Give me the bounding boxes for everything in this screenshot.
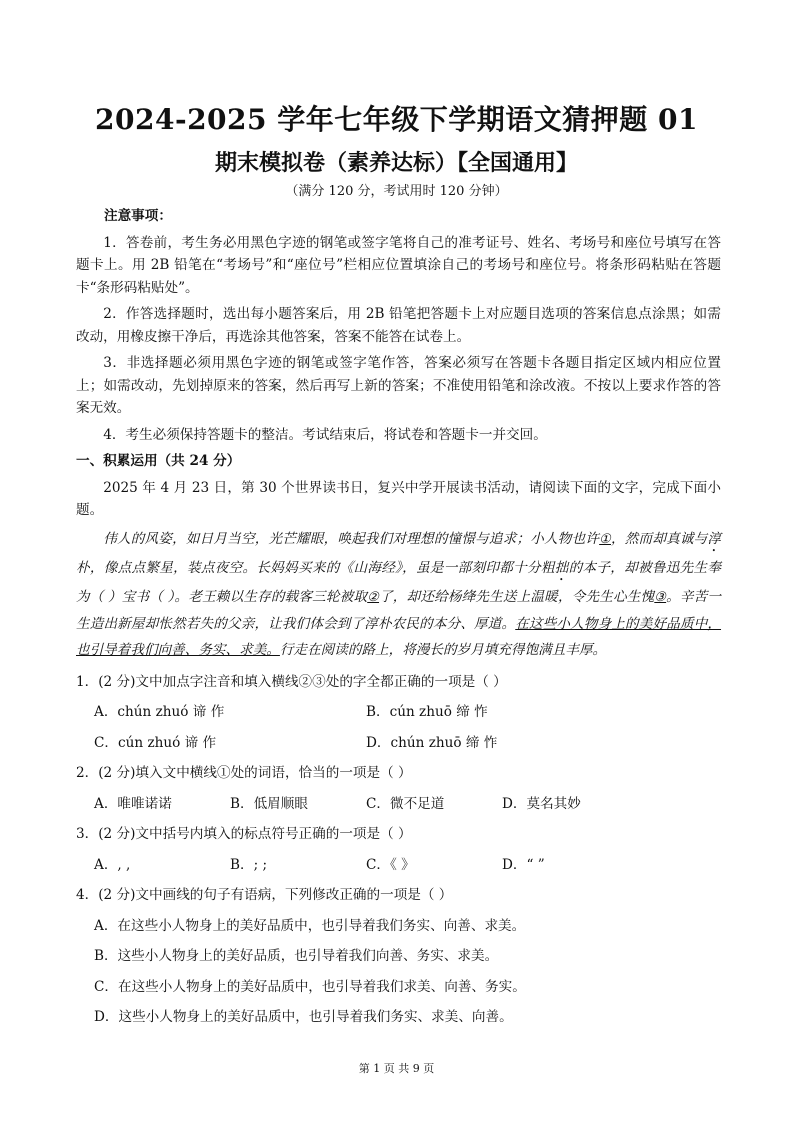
option-list <box>76 915 721 1037</box>
option[interactable]: B．; ; <box>230 856 268 873</box>
question-4 <box>76 884 721 1037</box>
option[interactable]: A．chún zhuó 谛 作 <box>94 704 225 720</box>
question-stem: 2．(2 分)填入文中横线①处的词语，恰当的一项是（ ） <box>76 765 412 781</box>
page-subtitle: 期末模拟卷（素养达标）【全国通用】 <box>214 150 578 176</box>
option[interactable]: D．莫名其妙 <box>502 795 581 812</box>
passage-text: 朴，像点点繁星，装点夜空。长妈妈买来的《山海经》，虽是一部刻印都十分粗 <box>76 559 555 576</box>
question-1 <box>76 671 721 763</box>
option[interactable]: C．《 》 <box>366 856 415 873</box>
exam-body <box>76 205 721 1037</box>
passage-text: ，然而却真诚与 <box>610 530 708 547</box>
notice-heading: 注意事项： <box>104 208 172 224</box>
option[interactable]: B．低眉顺眼 <box>230 795 308 812</box>
notice-item: 1．答卷前，考生务必用黑色字迹的钢笔或签字笔将自己的准考证号、姓名、考场号和座位号填写在答题卡上。用 2B 铅笔在“考场号”和“座位号”栏相应位置填涂自己的考场号和座位号。将条形码粘贴在答题卡“条形码粘贴处”。 <box>76 234 721 296</box>
question-stem: 3．(2 分)文中括号内填入的标点符号正确的一项是（ ） <box>76 826 412 842</box>
option[interactable]: B．cún zhuō 缔 怍 <box>366 704 488 720</box>
question-3 <box>76 823 721 884</box>
option[interactable]: D．“ ” <box>502 856 545 873</box>
option[interactable]: A．在这些小人物身上的美好品质中，也引导着我们务实、向善、求美。 <box>94 917 526 934</box>
option[interactable]: C．在这些小人物身上的美好品质中，也引导着我们求美、向善、务实。 <box>94 978 526 995</box>
notice-item: 4．考生必须保持答题卡的整洁。考试结束后，将试卷和答题卡一并交回。 <box>103 426 547 443</box>
reading-passage <box>76 526 721 663</box>
option[interactable]: A．唯唯诺诺 <box>94 795 172 812</box>
option[interactable]: D．chún zhuō 缔 怍 <box>366 734 498 751</box>
blank-marker-2: ② <box>367 589 380 605</box>
option-list <box>76 701 721 762</box>
question-stem: 4．(2 分)文中画线的句子有语病，下列修改正确的一项是（ ） <box>76 887 453 903</box>
dotted-char: 拙 <box>554 559 569 576</box>
page-title: 2024-2025 学年七年级下学期语文猜押题 01 <box>95 103 698 136</box>
option-list <box>76 793 721 824</box>
blank-marker-3: ③ <box>654 589 667 605</box>
option[interactable]: D．这些小人物身上的美好品质中，也引导着我们务实、求美、向善。 <box>94 1009 513 1025</box>
passage-text: 行走在阅读的路上，将漫长的岁月填充得饱满且丰厚。 <box>279 641 607 658</box>
option[interactable]: C．cún zhuó 谛 作 <box>94 734 217 751</box>
option[interactable]: A．, , <box>94 856 131 873</box>
passage-text: 。辛苦一生造出新屋却怅然若失的父亲，让我们体会到了淳朴农民的本分、厚道。 <box>76 588 722 632</box>
option-list <box>76 854 721 885</box>
passage-text: 的本子，却被鲁迅先生奉为（ ）宝书（ ）。老王赖以生存的载客三轮被取 <box>76 559 722 605</box>
passage-text: 伟人的风姿，如日月当空，光芒耀眼，唤起我们对理想的憧憬与追求；小人物也许 <box>103 530 600 547</box>
blank-marker-1: ① <box>599 531 611 547</box>
section-heading: 一、积累运用（共 24 分） <box>76 453 241 469</box>
passage-text: 了，却还给杨绛先生送上温暖，令先生心生愧 <box>379 588 655 605</box>
section-intro: 2025 年 4 月 23 日，第 30 个世界读书日，复兴中学开展读书活动，请阅读下面的文字，完成下面小题。 <box>76 479 721 518</box>
question-stem: 1．(2 分)文中加点字注音和填入横线②③处的字全都正确的一项是（ ） <box>76 673 507 690</box>
page-number: 第 1 页 共 9 页 <box>358 1062 435 1075</box>
question-2 <box>76 762 721 823</box>
score-info: （满分 120 分，考试用时 120 分钟） <box>285 184 508 199</box>
underlined-sentence: 在这些小人物身上的美好品质中，也引导着我们向善、务实、求美。 <box>76 615 722 658</box>
dotted-char: 淳 <box>707 530 722 547</box>
notice-item: 3．非选择题必须用黑色字迹的钢笔或签字笔作答，答案必须写在答题卡各题目指定区域内相应位置上；如需改动，先划掉原来的答案，然后再写上新的答案；不准使用铅笔和涂改液。不按以上要求作答的答案无效。 <box>76 355 721 416</box>
option[interactable]: B．这些小人物身上的美好品质，也引导着我们向善、务实、求美。 <box>94 948 499 964</box>
option[interactable]: C．微不足道 <box>366 795 445 812</box>
notice-item: 2．作答选择题时，选出每小题答案后，用 2B 铅笔把答题卡上对应题目选项的答案信息点涂黑；如需改动，用橡皮擦干净后，再选涂其他答案，答案不能答在试卷上。 <box>76 306 721 345</box>
